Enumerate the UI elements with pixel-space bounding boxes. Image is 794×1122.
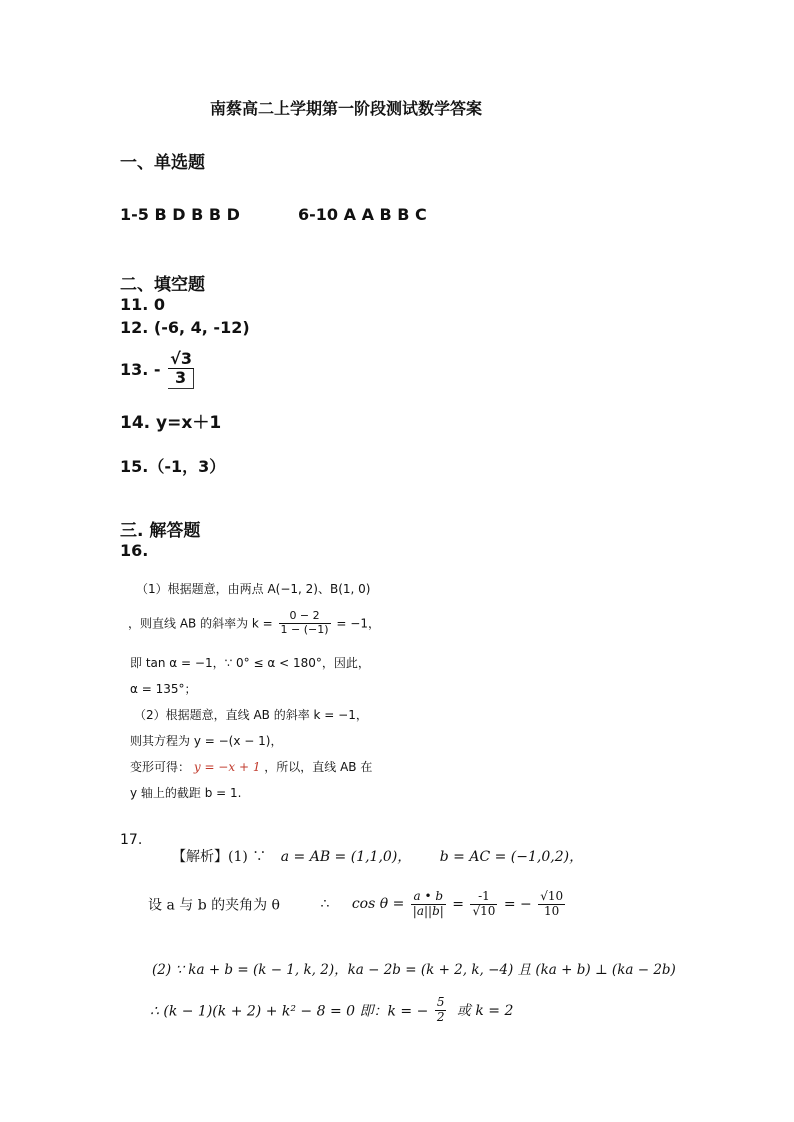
- question-17-label: 17.: [120, 832, 143, 848]
- q16-highlighted-equation: y = −x + 1: [193, 760, 261, 774]
- q17-line-2: [148, 890, 567, 919]
- q17-k-denominator: 2: [436, 1009, 445, 1024]
- page-title: 南蔡高二上学期第一阶段测试数学答案: [210, 99, 483, 118]
- q17-cos-label: cos θ =: [351, 896, 405, 913]
- q17-line-4: [150, 996, 513, 1025]
- q13-label: 13. -: [120, 359, 161, 379]
- q17-magnitudes: |a||b|: [412, 903, 444, 918]
- q17-k-fraction: [435, 996, 447, 1025]
- q16-slope-fraction: [279, 610, 331, 636]
- q16-line-1: （1）根据题意，由两点 A(−1, 2)、B(1, 0): [136, 582, 371, 596]
- fill-answer-12: 12. (-6, 4, -12): [120, 318, 250, 337]
- q17-therefore-symbol: ∴: [320, 896, 330, 913]
- q17-result-fraction: [538, 890, 565, 919]
- q16-line-5: （2）根据题意，直线 AB 的斜率 k = −1，: [134, 708, 368, 722]
- q13-fraction: [168, 350, 194, 389]
- section-heading-single-choice: 一、单选题: [120, 153, 205, 173]
- fill-answer-15: 15.（-1，3）: [120, 457, 226, 476]
- q16-line-8: y 轴上的截距 b = 1.: [130, 786, 242, 800]
- q17-result-denominator: 10: [544, 903, 560, 918]
- question-16-label: 16.: [120, 541, 149, 560]
- fill-answer-14: 14. y=x＋1: [120, 413, 222, 433]
- q16-slope-numerator: 0 − 2: [279, 610, 331, 624]
- q17-line-1: [172, 846, 583, 866]
- q17-equals: =: [452, 896, 464, 913]
- q17-equals-negative: = −: [503, 896, 532, 913]
- fill-answer-11: 11. 0: [120, 295, 166, 314]
- q16-line-6: 则其方程为 y = −(x − 1)，: [130, 734, 283, 748]
- fill-answer-13: [120, 350, 196, 389]
- q17-vector-a: a = AB = (1,1,0)，: [280, 849, 412, 865]
- q17-angle-text: 设 a 与 b 的夹角为 θ: [148, 897, 280, 914]
- q16-slope-text: ，则直线 AB 的斜率为 k =: [128, 616, 273, 631]
- q16-slope-denominator: 1 − (−1): [280, 622, 329, 636]
- q17-dot-product: a • b: [411, 890, 446, 905]
- mcq-answers-1-5: 1-5 B D B B D: [120, 205, 240, 224]
- section-heading-solutions: 三. 解答题: [120, 521, 201, 541]
- q16-transform-tail: ，所以，直线 AB 在: [264, 760, 373, 774]
- mcq-answers-6-10: 6-10 A A B B C: [298, 205, 427, 224]
- section-heading-fill-blank: 二、填空题: [120, 275, 205, 295]
- q17-equation: ∴ (k − 1)(k + 2) + k² − 8 = 0 即：k = −: [150, 1003, 429, 1020]
- q16-transform-label: 变形可得：: [130, 760, 191, 774]
- q16-line-7: [130, 758, 372, 775]
- q16-line-4: α = 135°；: [130, 682, 197, 696]
- q17-k-numerator: 5: [436, 995, 445, 1009]
- q17-value-denominator: √10: [472, 903, 496, 918]
- q17-cos-fraction: [411, 890, 446, 919]
- q17-k-alternative: 或 k = 2: [456, 1003, 514, 1020]
- q17-vector-b: b = AC = (−1,0,2)，: [439, 849, 584, 865]
- q16-line-2: [128, 610, 380, 636]
- q13-denominator: 3: [168, 369, 194, 388]
- q17-line-3: (2) ∵ ka + b = (k − 1, k, 2)，ka − 2b = (k + 2, k, −4) 且 (ka + b) ⊥ (ka − 2b): [152, 962, 676, 978]
- q17-value-fraction: [470, 890, 497, 919]
- q16-line-3: 即 tan α = −1，∵ 0° ≤ α < 180°，因此，: [130, 656, 370, 670]
- q17-result-numerator: √10: [540, 889, 564, 903]
- q13-numerator: √3: [170, 349, 192, 368]
- q17-value-numerator: -1: [470, 890, 497, 905]
- q16-slope-result: = −1，: [336, 616, 380, 631]
- q17-analysis-tag: 【解析】(1) ∵: [172, 849, 267, 865]
